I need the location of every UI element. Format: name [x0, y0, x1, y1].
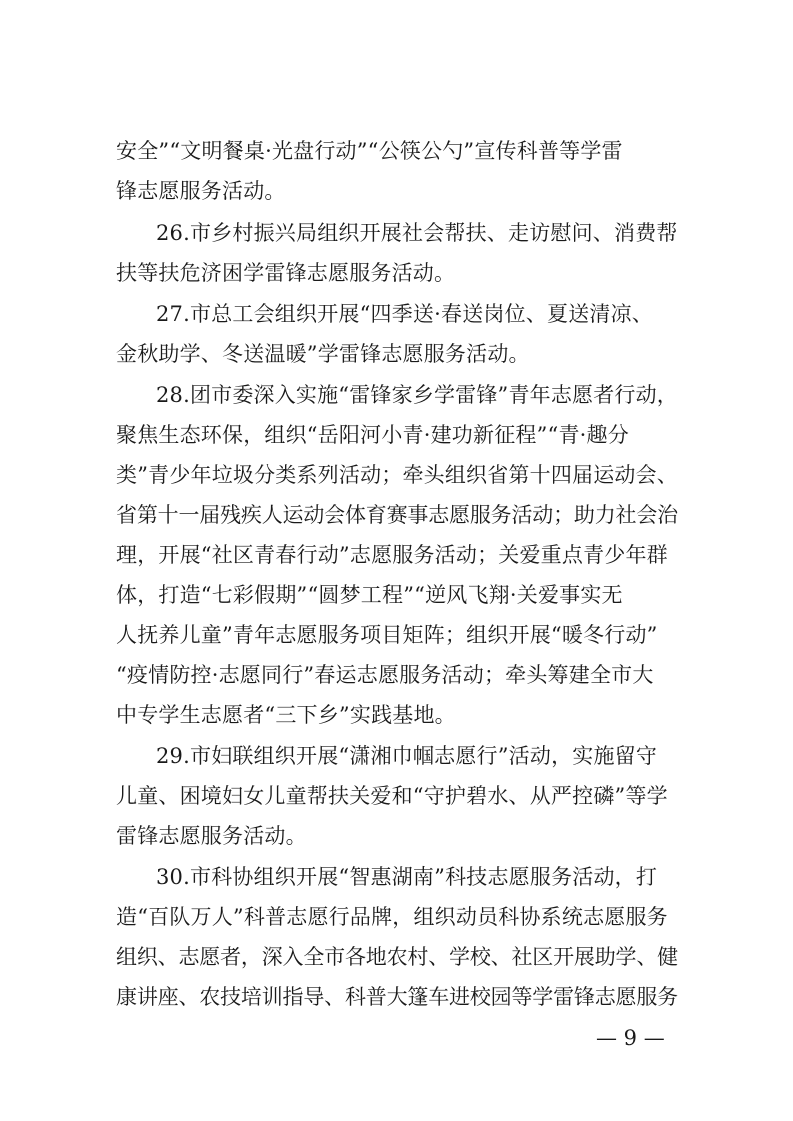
text-line — [0, 177, 793, 205]
text-line — [0, 581, 793, 609]
line-text: 理，开展“社区青春行动”志愿服务活动；关爱重点青少年群 — [116, 543, 668, 567]
line-text: 儿童、困境妇女儿童帮扶关爱和“守护碧水、从严控磷”等学 — [116, 784, 668, 808]
text-line — [0, 381, 793, 409]
text-line — [0, 501, 793, 529]
page-number: — 9 — — [596, 1026, 665, 1050]
line-text: 扶等扶危济困学雷锋志愿服务活动。 — [116, 261, 456, 285]
text-line — [0, 461, 793, 489]
line-text: 26.市乡村振兴局组织开展社会帮扶、走访慰问、消费帮 — [156, 221, 678, 245]
line-text: 30.市科协组织开展“智惠湖南”科技志愿服务活动，打 — [156, 865, 658, 889]
text-line — [0, 742, 793, 770]
text-line — [0, 701, 793, 729]
text-line — [0, 943, 793, 971]
text-line — [0, 863, 793, 891]
line-text: 雷锋志愿服务活动。 — [116, 824, 307, 848]
line-text: 省第十一届残疾人运动会体育赛事志愿服务活动；助力社会治 — [116, 503, 678, 527]
line-text: 康讲座、农技培训指导、科普大篷车进校园等学雷锋志愿服务 — [116, 985, 678, 1009]
line-text: 类”青少年垃圾分类系列活动；牵头组织省第十四届运动会、 — [116, 463, 678, 487]
text-line — [0, 983, 793, 1011]
text-line — [0, 782, 793, 810]
text-line — [0, 822, 793, 850]
line-text: 组织、志愿者，深入全市各地农村、学校、社区开展助学、健 — [116, 945, 678, 969]
text-line — [0, 421, 793, 449]
line-text: 29.市妇联组织开展“潇湘巾帼志愿行”活动，实施留守 — [156, 744, 658, 768]
line-text: 安全”“文明餐桌·光盘行动”“公筷公勺”宣传科普等学雷 — [116, 139, 623, 163]
line-text: 体，打造“七彩假期”“圆梦工程”“逆风飞翔·关爱事实无 — [116, 583, 623, 607]
line-text: “疫情防控·志愿同行”春运志愿服务活动；牵头筹建全市大 — [116, 663, 654, 687]
line-text: 金秋助学、冬送温暖”学雷锋志愿服务活动。 — [116, 342, 530, 366]
line-text: 28.团市委深入实施“雷锋家乡学雷锋”青年志愿者行动， — [156, 383, 678, 407]
text-line — [0, 219, 793, 247]
line-text: 造“百队万人”科普志愿行品牌，组织动员科协系统志愿服务 — [116, 905, 668, 929]
text-line — [0, 621, 793, 649]
text-line — [0, 541, 793, 569]
text-line — [0, 903, 793, 931]
text-line — [0, 661, 793, 689]
text-line — [0, 300, 793, 328]
line-text: 聚焦生态环保，组织“岳阳河小青·建功新征程”“青·趣分 — [116, 423, 629, 447]
line-text: 中专学生志愿者“三下乡”实践基地。 — [116, 703, 456, 727]
line-text: 27.市总工会组织开展“四季送·春送岗位、夏送清凉、 — [156, 302, 654, 326]
line-text: 人抚养儿童”青年志愿服务项目矩阵；组织开展“暖冬行动” — [116, 623, 658, 647]
text-line — [0, 137, 793, 165]
line-text: 锋志愿服务活动。 — [116, 179, 286, 203]
text-line — [0, 340, 793, 368]
text-line — [0, 259, 793, 287]
